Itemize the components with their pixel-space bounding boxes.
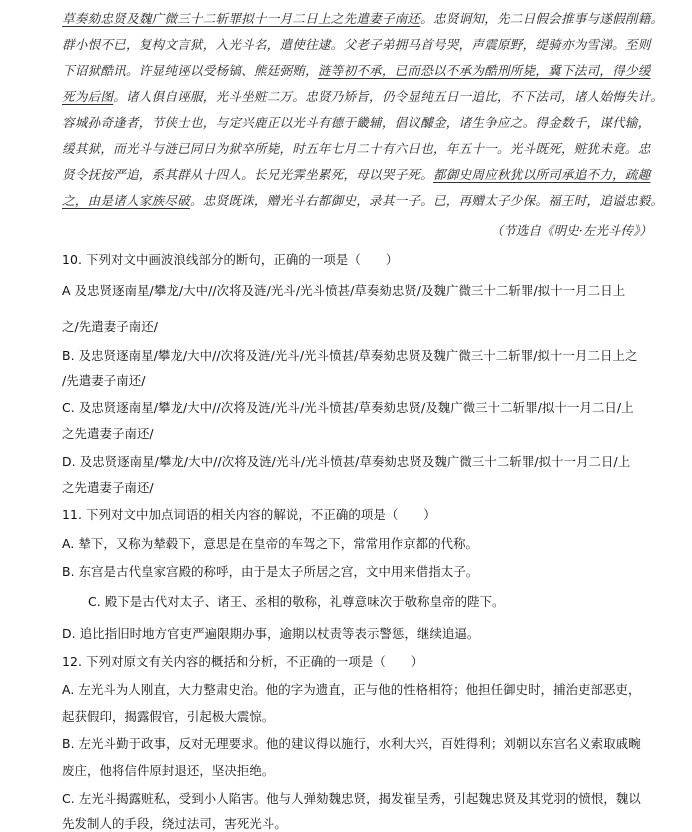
passage-line — [62, 136, 651, 162]
question-10-option-a-line2: 之/先遣妻子南还/ — [62, 319, 158, 334]
question-12-option-b-line1: B. 左光斗勤于政事，反对无理要求。他的建议得以施行，水利大兴，百姓得利；刘朝以东宫名义索取戚畹 — [62, 736, 641, 751]
question-10-option-c-line1: C. 及忠贤逐南星/攀龙/大中//次将及涟/光斗/光斗愤甚/草奏劾忠贤/及魏广微三十二斩罪/拟十一月二日/上 — [62, 400, 634, 415]
question-10-option-d-line1: D. 及忠贤逐南星/攀龙/大中//次将及涟/光斗/光斗愤甚/草奏劾忠贤及魏广微三十二斩罪/拟十一月二日/上 — [62, 454, 631, 469]
question-11-option-a: A. 辇下，又称为辇毂下，意思是在皇帝的车驾之下，常常用作京都的代称。 — [62, 536, 479, 551]
question-10-option-a-line1: A 及忠贤逐南星/攀龙/大中//次将及涟/光斗/光斗愤甚/草奏劾忠贤/及魏广微三十二斩罪/拟十一月二日上 — [62, 283, 626, 298]
question-12-option-c-line2: 先发制人的手段，绕过法司，害死光斗。 — [62, 816, 287, 831]
question-12-option-a-line1: A. 左光斗为人刚直，大力整肃史治。他的字为遗直，正与他的性格相符；他担任御史时，捕治吏部恶吏， — [62, 682, 641, 697]
underlined-sentence: 草奏劾忠贤及魏广微三十二斩罪拟十一月二日上之先遣妻子南还 — [62, 11, 421, 26]
underlined-sentence: 之，由是诸人家族尽破 — [62, 193, 190, 208]
passage-line — [62, 188, 664, 214]
passage-text: 贤令抚按严追，系其群从十四人。长兄光霁坐累死，母以哭子死。 — [62, 167, 434, 182]
passage-text: 群小恨不已，复构文言狱，入光斗名，遣使往逮。父老子弟拥马首号哭，声震原野，缇骑亦为雪涕。至则 — [62, 37, 651, 52]
question-10-option-d-line2: 之先遣妻子南还/ — [62, 480, 154, 495]
question-11-option-c: C. 殿下是古代对太子、诸王、丞相的敬称，礼尊意味次于敬称皇帝的陛下。 — [88, 594, 505, 609]
passage-line — [62, 58, 651, 84]
question-12-option-b-line2: 废庄，他将信件原封退还，坚决拒绝。 — [62, 763, 275, 778]
passage-source: （节选自《明史·左光斗传》） — [490, 223, 652, 238]
passage-line — [62, 162, 651, 188]
passage-text: 容城孙奇逢者，节侠士也，与定兴鹿正以光斗有德于畿辅，倡议醵金，诸生争应之。得金数千，谋代输， — [62, 115, 651, 130]
question-10-option-b-line2: /先遣妻子南还/ — [62, 373, 146, 388]
underlined-sentence: 死为后图 — [62, 89, 114, 104]
passage-line — [62, 32, 651, 58]
passage-text: 。忠贤诇知，先二日假会推事与遂假削籍。 — [420, 11, 664, 26]
passage-line — [62, 110, 651, 136]
passage-line — [62, 84, 664, 110]
question-10-option-b-line1: B. 及忠贤逐南星/攀龙/大中//次将及涟/光斗/光斗愤甚/草奏劾忠贤及魏广微三十二斩罪/拟十一月二日上之 — [62, 348, 638, 363]
passage-text: 下诏狱酷讯。许显纯诬以受杨镐、熊廷弼贿， — [62, 63, 318, 78]
classical-chinese-passage — [62, 6, 664, 214]
underlined-sentence: 涟等初不承，已而恐以不承为酷刑所毙，冀下法司，得少缓 — [317, 63, 651, 78]
question-12-stem: 12. 下列对原文有关内容的概括和分析，不正确的一项是（ ） — [62, 654, 424, 669]
passage-line — [62, 6, 664, 32]
question-11-option-b: B. 东宫是古代皇家宫殿的称呼，由于是太子所居之宫，文中用来借指太子。 — [62, 564, 479, 579]
question-11-option-d: D. 追比指旧时地方官吏严遍限期办事，逾期以杖责等表示警惩，继续追逼。 — [62, 626, 480, 641]
question-10-option-c-line2: 之先遣妻子南还/ — [62, 426, 154, 441]
question-11-stem: 11. 下列对文中加点词语的相关内容的解说，不正确的项是（ ） — [62, 507, 436, 522]
underlined-sentence: 都御史周应秋犹以所司承追不力，疏趣 — [433, 167, 651, 182]
question-12-option-a-line2: 起获假印，揭露假官，引起极大震惊。 — [62, 709, 275, 724]
passage-text: 缓其狱，而光斗与涟已同日为狱卒所毙，时五年七月二十有六日也，年五十一。光斗既死，赃犹未竟。忠 — [62, 141, 651, 156]
question-12-option-c-line1: C. 左光斗揭露赃私，受到小人陷害。他与人弹劾魏忠贤，揭发崔呈秀，引起魏忠贤及其党羽的愤恨，魏以 — [62, 791, 641, 806]
question-10-stem: 10. 下列对文中画波浪线部分的断句，正确的一项是（ ） — [62, 252, 399, 267]
passage-text: 。诸人俱自诬服，光斗坐赃二万。忠贤乃矫旨，仍令显纯五日一追比，不下法司，诸人始悔失计。 — [113, 89, 664, 104]
passage-text: 。忠贤既诛，赠光斗右都御史，录其一子。已，再赠太子少保。福王时，追谥忠毅。 — [189, 193, 664, 208]
